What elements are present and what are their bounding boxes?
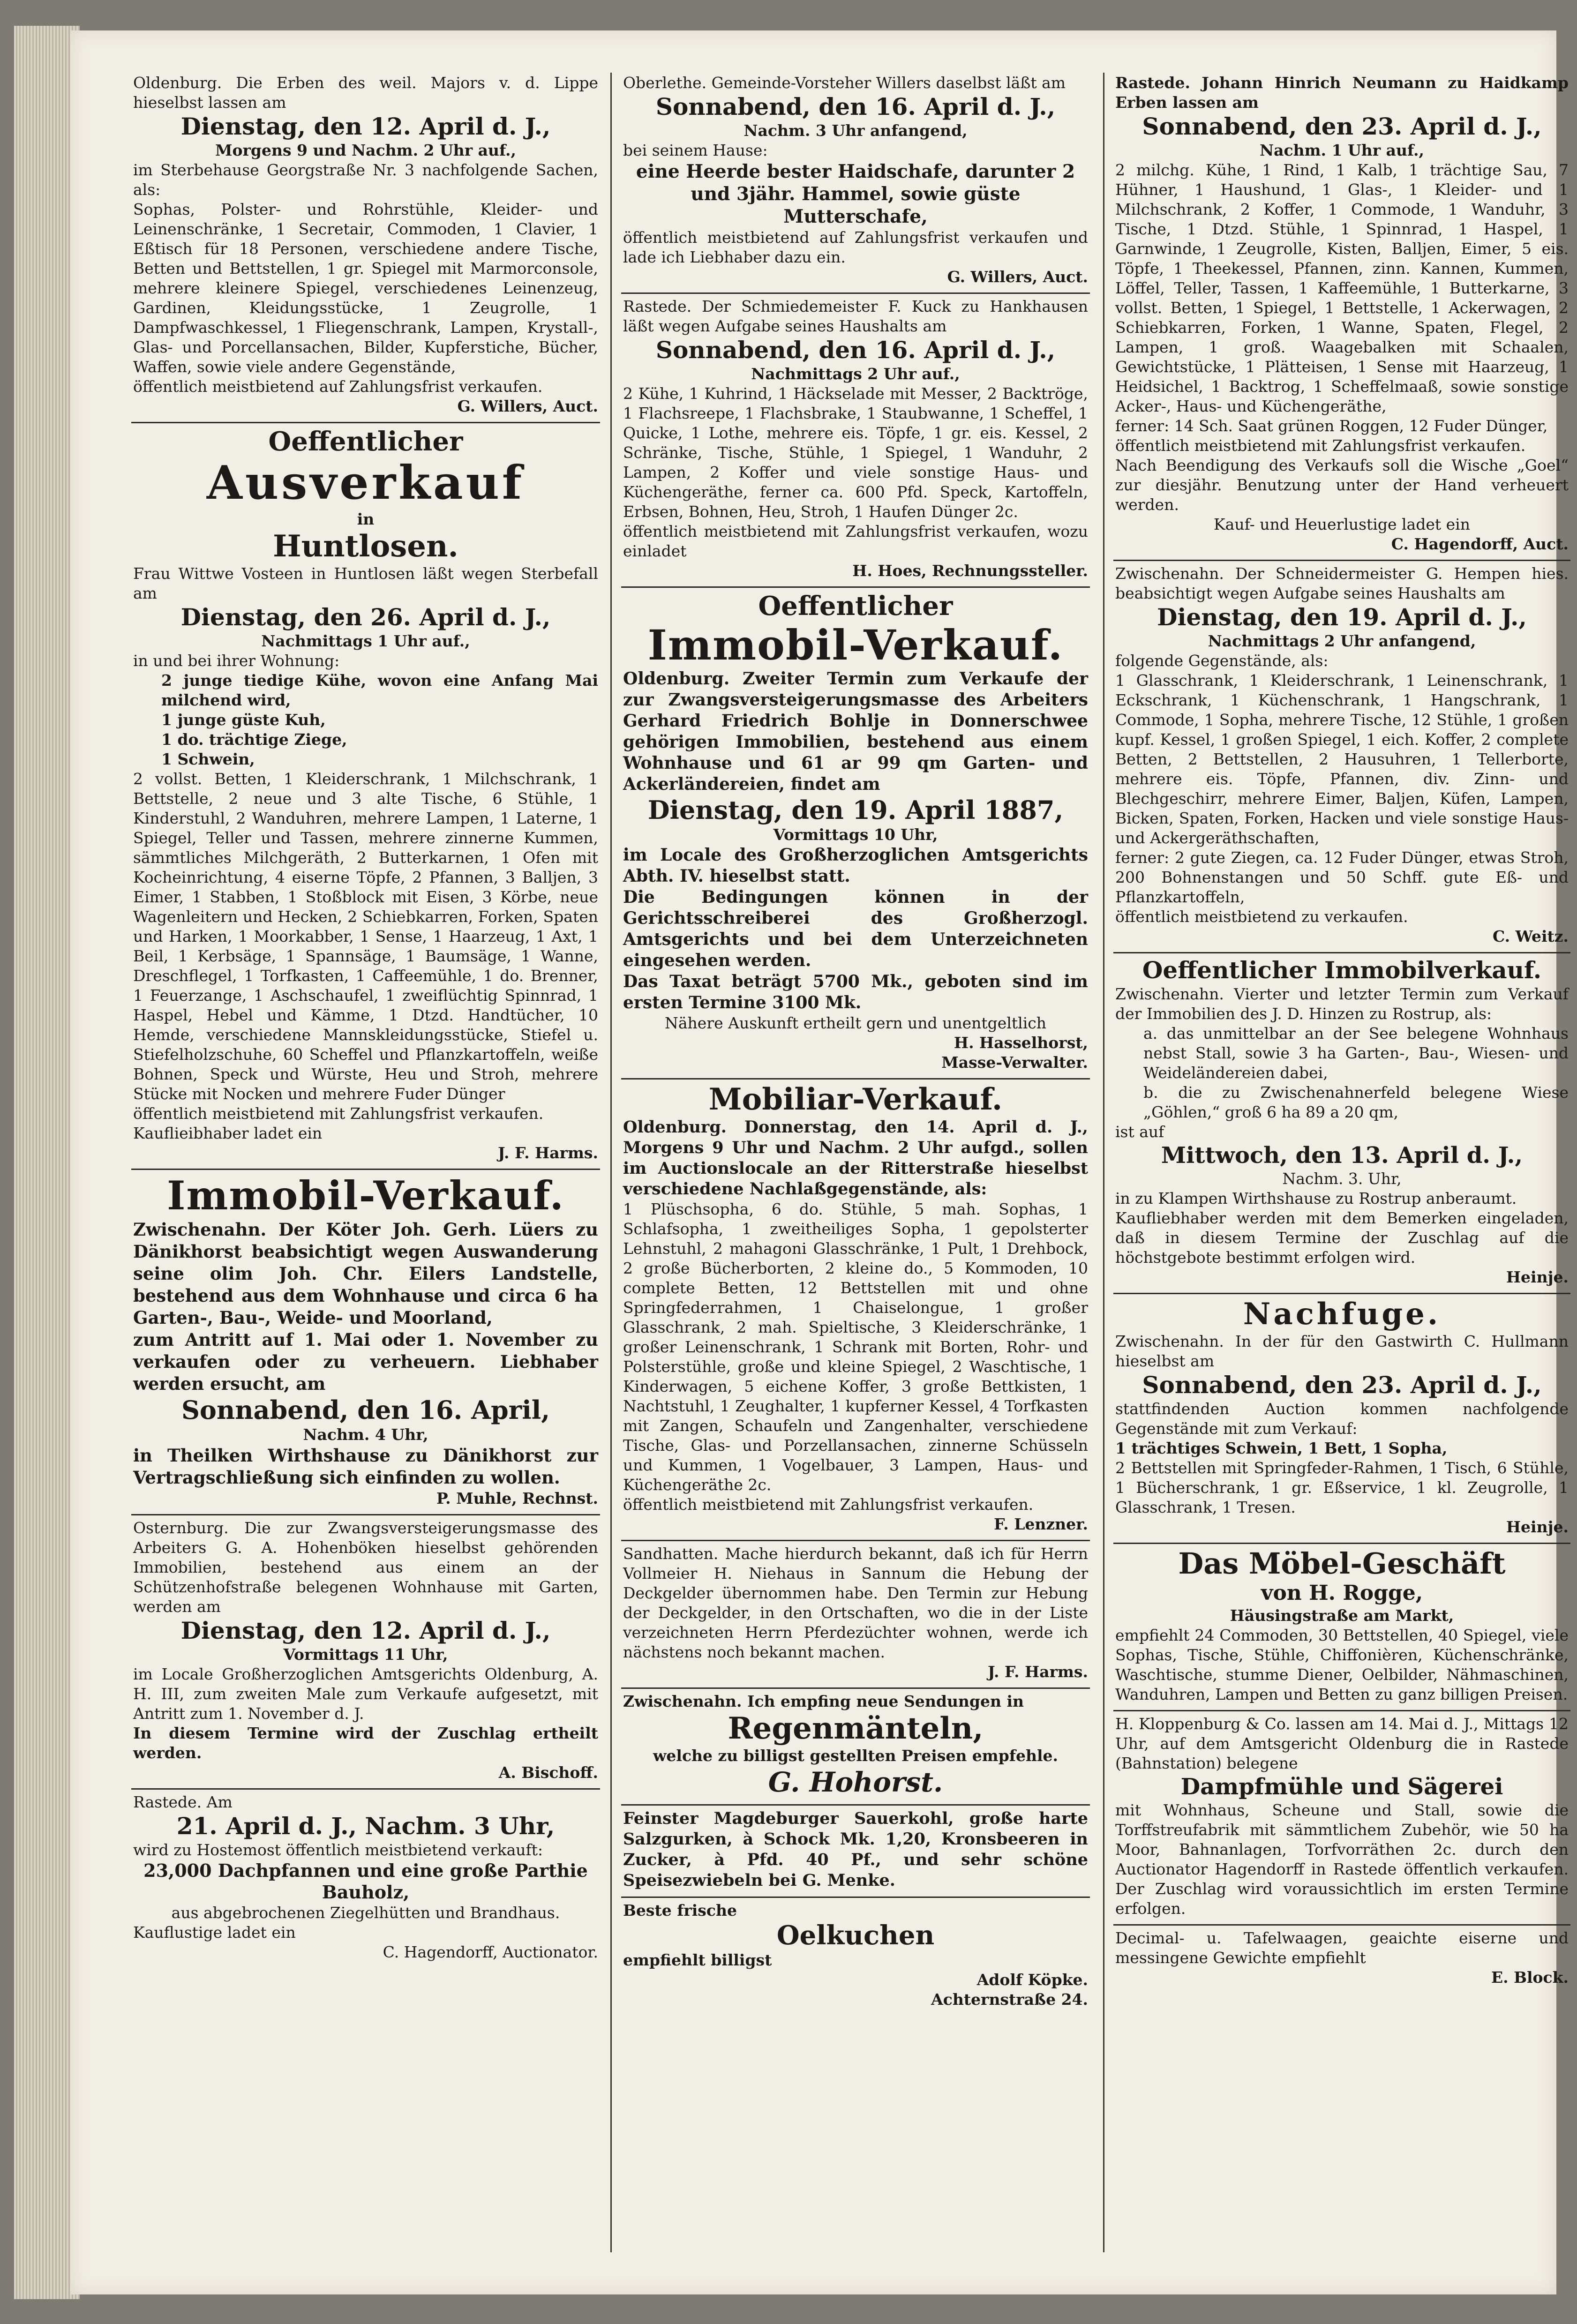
- ad-title: Oelkuchen: [776, 1920, 935, 1951]
- ad-text: Feinster Magdeburger Sauerkohl, große harte Salzgurken, à Schock Mk. 1,20, Kronsbeeren in Zucker, à Pfd. 40 Pf., und sehr schöne Speisezwiebeln bei G. Menke.: [623, 1809, 1088, 1890]
- ad-signature: H. Hoes, Rechnungssteller.: [852, 562, 1088, 580]
- ad-text: empfiehlt billigst: [623, 1951, 772, 1969]
- ad-oldenburg-lippe: [131, 70, 600, 423]
- ad-text: ferner: 14 Sch. Saat grünen Roggen, 12 Fuder Dünger,: [1115, 417, 1548, 435]
- ad-intro: Oberlethe. Gemeinde-Vorsteher Willers daselbst läßt am: [623, 74, 1066, 92]
- ad-title: Ausverkauf: [206, 456, 525, 510]
- ad-text: im Locale des Großherzoglichen Amtsgerichts Abth. IV. hieselbst statt.: [623, 845, 1088, 886]
- ad-date: Sonnabend, den 16. April,: [181, 1395, 550, 1425]
- ad-items: 1 Glasschrank, 1 Kleiderschrank, 1 Leinenschrank, 1 Eckschrank, 1 Küchenschrank, 1 Hangschrank, 1 Commode, 1 Sopha, mehrere Tische, 12 Stühle, 1 großen kupf. Kessel, 1 großen Spiegel, 1 eich. Koffer, 2 complete Betten, 2 Bettstellen, 2 Hausuhren, 1 Tellerborte, mehrere eis. Töpfe, Pfannen, div. Zinn- und Blechgeschirr, mehrere Eimer, Baljen, Küfen, Lampen, Bicken, Spaten, Forken, Hacken und viele sonstige Haus- und Ackergeräthschaften,: [1115, 671, 1569, 847]
- ad-text: in: [357, 510, 375, 528]
- ad-text: in Theilken Wirthshause zu Dänikhorst zur Vertragschließung sich einfinden zu wollen.: [133, 1445, 598, 1488]
- ad-dampfmuehle: [1113, 1711, 1570, 1926]
- column-right: [1113, 70, 1570, 2255]
- ad-sauerkohl: [621, 1806, 1090, 1898]
- ad-text: Nach Beendigung des Verkaufs soll die Wische „Goel“ zur diesjähr. Benutzung unter der Hand verheuert werden.: [1115, 456, 1569, 514]
- ad-immobil-zwischenahn: [131, 1170, 600, 1515]
- ad-signature: F. Lenzner.: [994, 1515, 1088, 1533]
- ad-intro: Zwischenahn. In der für den Gastwirth C. Hullmann hieselbst am: [1115, 1332, 1569, 1370]
- ad-text: In diesem Termine wird der Zuschlag ertheilt werden.: [133, 1724, 598, 1762]
- newspaper-page: [70, 30, 1569, 2294]
- ad-immobilverkauf-hinzen: [1113, 953, 1570, 1294]
- ad-date: Dienstag, den 12. April d. J.,: [180, 112, 551, 140]
- ad-owner: von H. Rogge,: [1261, 1581, 1423, 1605]
- ad-intro: H. Kloppenburg & Co. lassen am 14. Mai d. J., Mittags 12 Uhr, auf dem Amtsgericht Oldenburg die in Rastede (Bahnstation) belegene: [1115, 1715, 1569, 1772]
- ad-text: folgende Gegenstände, als:: [1115, 652, 1329, 670]
- ad-time: Nachmittags 2 Uhr anfangend,: [1208, 632, 1476, 650]
- ad-text: Das Taxat beträgt 5700 Mk., geboten sind im ersten Termine 3100 Mk.: [623, 972, 1088, 1012]
- ad-text: zum Antritt auf 1. Mai oder 1. November zu verkaufen oder zu verheuern. Liebhaber werden ersucht, am: [133, 1329, 598, 1394]
- ad-item: 1 trächtiges Schwein, 1 Bett, 1 Sopha,: [1115, 1439, 1448, 1457]
- ad-text: in und bei ihrer Wohnung:: [133, 652, 340, 670]
- ad-signature-role: Masse-Verwalter.: [941, 1053, 1088, 1072]
- ad-title: Nachfuge.: [1243, 1297, 1441, 1332]
- ad-heading: Oeffentlicher: [758, 591, 953, 622]
- ad-text: wird zu Hostemost öffentlich meistbietend verkauft:: [133, 1841, 543, 1859]
- ad-oelkuchen: [621, 1898, 1090, 2015]
- ad-terms: öffentlich meistbietend mit Zahlungsfrist verkaufen.: [1115, 436, 1526, 455]
- ad-address: Achternstraße 24.: [931, 1990, 1088, 2009]
- ad-text: stattfindenden Auction kommen nachfolgende Gegenstände mit zum Verkauf:: [1115, 1400, 1569, 1438]
- ad-terms: öffentlich meistbietend mit Zahlungsfrist verkaufen.: [623, 1495, 1034, 1514]
- ad-intro: Oldenburg. Donnerstag, den 14. April d. J., Morgens 9 Uhr und Nachm. 2 Uhr aufgd., sollen im Auctionslocale an der Ritterstraße hieselbst verschiedene Nachlaßgegenstände, als:: [623, 1117, 1088, 1199]
- ad-time: Nachm. 1 Uhr auf.,: [1260, 141, 1424, 159]
- ad-items: 1 Plüschsopha, 6 do. Stühle, 5 mah. Sophas, 1 Schlafsopha, 1 zweitheiliges Sopha, 1 gepolsterter Lehnstuhl, 2 mahagoni Glasschränke, 1 Pult, 1 Drehbock, 2 große Bücherborten, 2 kleine do., 5 Kommoden, 10 complete Betten, 12 Bettstellen mit und ohne Springfederrahmen, 1 Chaiselongue, 1 großer Glasschrank, 2 mah. Spieltische, 3 Kleiderschränke, 1 großer Leinenschrank, 1 Schrank mit Borten, Rohr- und Polsterstühle, große und kleine Spiegel, 2 Waschtische, 1 Kinderwagen, 5 eichene Koffer, 3 große Bettkisten, 1 Nachtstuhl, 1 Zeughalter, 1 kupferner Kessel, 4 Torfkasten mit Zangen, Schaufeln und Zangenhalter, verschiedene Tische, Glas- und Porzellansachen, zinnerne Schüsseln und Kummen, 1 Vogelbauer, 3 Lampen, Haus- und Küchengeräthe 2c.: [623, 1200, 1088, 1494]
- column-rule: [610, 73, 612, 2252]
- ad-waagen: [1113, 1926, 1570, 1993]
- ad-oberlethe: [621, 70, 1090, 294]
- ad-item: b. die zu Zwischenahnerfeld belegene Wiese „Göhlen,“ groß 6 ha 89 a 20 qm,: [1143, 1083, 1569, 1121]
- ad-intro: Rastede. Der Schmiedemeister F. Kuck zu Hankhausen läßt wegen Aufgabe seines Haushalts am: [623, 297, 1088, 335]
- book-gutter: [14, 26, 80, 2299]
- ad-text: Nähere Auskunft ertheilt gern und unentgeltlich: [665, 1014, 1046, 1032]
- ad-date: Sonnabend, den 23. April d. J.,: [1142, 1371, 1542, 1399]
- ad-items: 2 Kühe, 1 Kuhrind, 1 Häckselade mit Messer, 2 Backtröge, 1 Flachsreepe, 1 Flachsbrake, 1 Staubwanne, 1 Scheffel, 1 Quicke, 1 Lothe, mehrere eis. Töpfe, 1 gr. eis. Kessel, 2 Schränke, Tische, Stühle, 1 Spiegel, 1 Wanduhr, 2 Lampen, 2 Koffer und viele sonstige Haus- und Küchengeräthe, ferner ca. 600 Pfd. Speck, Kartoffeln, Erbsen, Bohnen, Heu, Stroh, 1 Haufen Dünger 2c.: [623, 384, 1088, 521]
- ad-intro: Zwischenahn. Vierter und letzter Termin zum Verkauf der Immobilien des J. D. Hinzen zu Rostrup, als:: [1115, 985, 1569, 1023]
- ad-date: Dienstag, den 19. April d. J.,: [1157, 603, 1527, 631]
- ad-intro: Frau Wittwe Vosteen in Huntlosen läßt wegen Sterbefall am: [133, 564, 598, 602]
- ad-items: 2 milchg. Kühe, 1 Rind, 1 Kalb, 1 trächtige Sau, 7 Hühner, 1 Haushund, 1 Glas-, 1 Kleider- und 1 Milchschrank, 2 Koffer, 1 Commode, 1 Wanduhr, 3 Tische, 1 Dtzd. Stühle, 1 Spinnrad, 1 Haspel, 1 Garnwinde, 1 Zeugrolle, Kisten, Balljen, Eimer, 5 eis. Töpfe, 1 Theekessel, Pfannen, zinn. Kannen, Kummen, Löffel, Teller, Tassen, 1 Kaffeemühle, 1 Butterkarne, 3 vollst. Betten, 1 Spiegel, 1 Bettstelle, 1 Ackerwagen, 2 Schiebkarren, Forken, 1 Wanne, Spaten, Flegel, 2 Lampen, 1 groß. Waagebalken mit Schaalen, Gewichtstücke, 1 Plätteisen, 1 Sense mit Haarzeug, 1 Heidsichel, 1 Backtrog, 1 Scheffelmaaß, sowie sonstige Acker-, Haus- und Küchengeräthe,: [1115, 161, 1569, 415]
- ad-text: ist auf: [1115, 1123, 1164, 1141]
- ad-date: Mittwoch, den 13. April d. J.,: [1161, 1142, 1523, 1169]
- ad-text: bei seinem Hause:: [623, 141, 768, 159]
- ad-terms: öffentlich meistbietend auf Zahlungsfrist verkaufen.: [133, 377, 543, 396]
- ad-time: Vormittags 11 Uhr,: [283, 1645, 448, 1664]
- ad-item: 1 Schwein,: [161, 750, 255, 768]
- ad-text: Kaufliebhaber werden mit dem Bemerken eingeladen, daß in diesem Termine der Zuschlag auf die höchstgebote bestimmt erfolgen wird.: [1115, 1209, 1569, 1267]
- ad-title: Immobil-Verkauf.: [647, 621, 1064, 669]
- column-left: [131, 70, 600, 2255]
- ad-invite: Kauf- und Heuerlustige ladet ein: [1214, 515, 1470, 533]
- ad-date: Dienstag, den 26. April d. J.,: [180, 603, 551, 631]
- ad-mobiliar-verkauf: [621, 1080, 1090, 1541]
- ad-text: empfiehlt 24 Commoden, 30 Bettstellen, 40 Spiegel, viele Sophas, Tische, Stühle, Chiffonièren, Küchenschränke, Waschtische, stumme Diener, Oelbilder, Nähmaschinen, Wanduhren, Lampen und Betten zu ganz billigen Preisen.: [1115, 1626, 1569, 1703]
- ad-item: 1 junge güste Kuh,: [161, 711, 326, 729]
- ad-text: Oldenburg. Zweiter Termin zum Verkaufe der zur Zwangsversteigerungsmasse des Arbeiters Gerhard Friedrich Bohlje in Donnerschwee gehörigen Immobilien, bestehend aus einem Wohnhause und 61 ar 99 qm Garten- und Ackerländereien, findet am: [623, 669, 1088, 794]
- ad-zwischenahn-hempen: [1113, 561, 1570, 953]
- ad-rastede-hostemost: [131, 1790, 600, 1968]
- ad-title: Regenmänteln,: [728, 1711, 984, 1746]
- ad-address: Häusingstraße am Markt,: [1230, 1606, 1454, 1625]
- ad-invite: Kauflustige ladet ein: [133, 1923, 296, 1942]
- ad-moebel-geschaeft: [1113, 1544, 1570, 1711]
- ad-text: in zu Klampen Wirthshause zu Rostrup anberaumt.: [1115, 1189, 1517, 1207]
- ad-signature: C. Weitz.: [1492, 927, 1569, 945]
- ad-time: Nachmittags 1 Uhr auf.,: [261, 632, 470, 650]
- ad-rastede-kuck: [621, 294, 1090, 588]
- ad-time: Nachm. 3 Uhr anfangend,: [743, 121, 968, 140]
- ad-text: im Sterbehause Georgstraße Nr. 3 nachfolgende Sachen, als:: [133, 161, 598, 199]
- ad-date: Sonnabend, den 23. April d. J.,: [1142, 112, 1542, 140]
- ad-ausverkauf-huntlosen: [131, 423, 600, 1170]
- ad-time: Nachm. 3. Uhr,: [1282, 1169, 1402, 1188]
- ad-title: Das Möbel-Geschäft: [1178, 1546, 1506, 1581]
- ad-signature: G. Willers, Auct.: [457, 397, 598, 415]
- ad-title: Immobil-Verkauf.: [167, 1172, 564, 1219]
- column-rule: [1103, 73, 1104, 2252]
- ad-signature: J. F. Harms.: [497, 1144, 598, 1162]
- ad-text: welche zu billigst gestellten Preisen empfehle.: [653, 1747, 1058, 1765]
- ad-item: 2 junge tiedige Kühe, wovon eine Anfang Mai milchend wird,: [161, 671, 598, 709]
- ad-text: im Locale Großherzoglichen Amtsgerichts Oldenburg, A. H. III, zum zweiten Male zum Verkaufe aufgesetzt, mit Antritt zum 1. November d. J.: [133, 1665, 598, 1723]
- ad-time: Vormittags 10 Uhr,: [773, 825, 938, 844]
- ad-signature: H. Hasselhorst,: [954, 1034, 1088, 1052]
- ad-items: 2 vollst. Betten, 1 Kleiderschrank, 1 Milchschrank, 1 Bettstelle, 2 neue und 3 alte Tische, 6 Stühle, 1 Kinderstuhl, 2 Wanduhren, mehrere Lampen, 1 Laterne, 1 Spiegel, Teller und Tassen, mehrere zinnerne Kummen, sämmtliches Milchgeräth, 2 Butterkarnen, 1 Ofen mit Kocheinrichtung, 4 eiserne Töpfe, 2 Pfannen, 3 Balljen, 3 Eimer, 1 Stabben, 1 Stoßblock mit Eisen, 3 Körbe, neue Wagenleitern und Hecken, 2 Schiebkarren, Forken, Spaten und Harken, 1 Moorkabber, 1 Sense, 1 Haarzeug, 1 Axt, 1 Beil, 1 Kerbsäge, 1 Spannsäge, 1 Baumsäge, 1 Wanne, Dreschflegel, 1 Torfkasten, 1 Caffeemühle, 1 do. Brenner, 1 Feuerzange, 1 Aschschaufel, 1 zweiflüchtig Spinnrad, 1 Haspel, Hebel und Kämme, 1 Dtzd. Handtücher, 10 Hemde, verschiedene Mannskleidungsstücke, Stiefel u. Stiefelholzschuhe, 60 Scheffel und Pflanzkartoffeln, weiße Bohnen, Speck und Würste, Heu und Stroh, mehrere Stücke mit Nocken und mehrere Fuder Dünger: [133, 770, 598, 1103]
- ad-title: Mobiliar-Verkauf.: [708, 1082, 1003, 1117]
- ad-terms: öffentlich meistbietend mit Zahlungsfrist verkaufen.: [133, 1104, 544, 1123]
- ad-date: 21. April d. J., Nachm. 3 Uhr,: [176, 1812, 555, 1840]
- ad-date: Sonnabend, den 16. April d. J.,: [655, 336, 1056, 364]
- ad-intro: Zwischenahn. Der Schneidermeister G. Hempen hies. beabsichtigt wegen Aufgabe seines Haushalts am: [1115, 564, 1569, 602]
- ad-text: aus abgebrochenen Ziegelhütten und Brandhaus.: [171, 1904, 560, 1922]
- ad-text: Sandhatten. Mache hierdurch bekannt, daß ich für Herrn Vollmeier H. Niehaus in Sannum die Hebung der Deckgelder übernommen habe. Den Termin zur Hebung der Deckgelder, in den Ortschaften, wo die in der Liste verzeichneten Herrn Pferdezüchter wohnen, werde ich nächstens noch bekannt machen.: [623, 1544, 1088, 1661]
- ad-signature: G. Willers, Auct.: [947, 268, 1088, 286]
- ad-item: a. das unmittelbar an der See belegene Wohnhaus nebst Stall, sowie 3 ha Garten-, Bau-, Wiesen- und Weideländereien dabei,: [1143, 1024, 1569, 1082]
- ad-intro: Oldenburg. Die Erben des weil. Majors v. d. Lippe hieselbst lassen am: [133, 74, 598, 112]
- ad-text: ferner: 2 gute Ziegen, ca. 12 Fuder Dünger, etwas Stroh, 200 Bohnenstangen und 50 Schff. gute Eß- und Pflanzkartoffeln,: [1115, 848, 1569, 906]
- ad-date: Sonnabend, den 16. April d. J.,: [655, 93, 1056, 120]
- ad-signature: G. Hohorst.: [768, 1766, 943, 1798]
- ad-title: Oeffentlicher Immobilverkauf.: [1142, 956, 1542, 984]
- ad-items: Sophas, Polster- und Rohrstühle, Kleider- und Leinenschränke, 1 Secretair, Commoden, 1 Clavier, 1 Eßtisch für 18 Personen, verschiedene andere Tische, Betten und Bettstellen, 1 gr. Spiegel mit Marmorconsole, mehrere kleinere Spiegel, verschiedenes Leinenzeug, Gardinen, Kleidungsstücke, 1 Zeugrolle, 1 Dampfwaschkessel, 1 Fliegenschrank, Lampen, Krystall-, Glas- und Porcellansachen, Bilder, Kupferstiche, Bücher, Waffen, sowie viele andere Gegenstände,: [133, 200, 598, 376]
- ad-terms: öffentlich meistbietend auf Zahlungsfrist verkaufen und lade ich Liebhaber dazu ein.: [623, 228, 1088, 266]
- ad-terms: öffentlich meistbietend zu verkaufen.: [1115, 907, 1408, 926]
- ad-title: Dampfmühle und Sägerei: [1180, 1774, 1503, 1800]
- ad-signature: J. F. Harms.: [987, 1663, 1088, 1681]
- ad-signature: Heinje.: [1506, 1518, 1569, 1536]
- ad-signature: P. Muhle, Rechnst.: [436, 1489, 598, 1507]
- ad-text: Beste frische: [623, 1901, 737, 1919]
- ad-items: 23,000 Dachpfannen und eine große Parthie Bauholz,: [143, 1860, 588, 1903]
- ad-text: Zwischenahn. Der Köter Joh. Gerh. Lüers zu Dänikhorst beabsichtigt wegen Auswanderung seine olim Joh. Chr. Eilers Landstelle, bestehend aus dem Wohnhause und circa 6 ha Garten-, Bau-, Weide- und Moorland,: [133, 1219, 598, 1328]
- ad-intro: Rastede. Johann Hinrich Neumann zu Haidkamp Erben lassen am: [1115, 74, 1569, 112]
- ad-items: 2 Bettstellen mit Springfeder-Rahmen, 1 Tisch, 6 Stühle, 1 Bücherschrank, 1 gr. Eßservice, 1 kl. Zeugrolle, 1 Glasschrank, 1 Tresen.: [1115, 1459, 1569, 1516]
- ad-immobil-oldenburg: [621, 588, 1090, 1080]
- column-middle: [621, 70, 1090, 2255]
- ad-item: 1 do. trächtige Ziege,: [161, 730, 347, 749]
- ad-signature: C. Hagendorff, Auctionator.: [383, 1943, 598, 1961]
- ad-signature: E. Block.: [1491, 1968, 1569, 1987]
- ad-signature: Adolf Köpke.: [976, 1971, 1088, 1989]
- ad-signature: Heinje.: [1506, 1268, 1569, 1286]
- ad-time: Morgens 9 und Nachm. 2 Uhr auf.,: [215, 141, 517, 159]
- ad-nachfuge: [1113, 1294, 1570, 1544]
- ad-intro: Rastede. Am: [133, 1793, 233, 1811]
- ad-invite: Kauflieibhaber ladet ein: [133, 1124, 323, 1142]
- ad-place: Huntlosen.: [273, 529, 458, 564]
- ad-time: Nachm. 4 Uhr,: [303, 1425, 428, 1444]
- ad-items: eine Heerde bester Haidschafe, darunter 2 und 3jähr. Hammel, sowie güste Mutterschafe,: [636, 161, 1075, 227]
- ad-date: Dienstag, den 12. April d. J.,: [180, 1617, 551, 1644]
- ad-text: Die Bedingungen können in der Gerichtsschreiberei des Großherzogl. Amtsgerichts und bei dem Unterzeichneten eingesehen werden.: [623, 887, 1088, 970]
- ad-text: mit Wohnhaus, Scheune und Stall, sowie die Torffstreufabrik mit sämmtlichem Zubehör, wie 50 ha Moor, Bahnanlagen, Torfvorräthen 2c. durch den Auctionator Hagendorff in Rastede öffentlich verkaufen. Der Zuschlag wird voraussichtlich im ersten Termine erfolgen.: [1115, 1801, 1569, 1918]
- ad-rastede-neumann: [1113, 70, 1570, 561]
- ad-date: Dienstag, den 19. April 1887,: [647, 795, 1064, 825]
- ad-signature: A. Bischoff.: [498, 1763, 598, 1782]
- ad-signature: C. Hagendorff, Auct.: [1391, 535, 1569, 553]
- ad-intro: Osternburg. Die zur Zwangsversteigerungsmasse des Arbeiters G. A. Hohenböken hieselbst gehörenden Immobilien, bestehend aus einem an der Schützenhofstraße belegenen Wohnhause mit Garten, werden am: [133, 1519, 598, 1616]
- ad-text: Decimal- u. Tafelwaagen, geaichte eiserne und messingene Gewichte empfiehlt: [1115, 1929, 1569, 1967]
- ad-time: Nachmittags 2 Uhr auf.,: [751, 365, 960, 383]
- ad-heading: Oeffentlicher: [268, 426, 463, 457]
- ad-sandhatten: [621, 1541, 1090, 1689]
- ad-regenmaentel: [621, 1689, 1090, 1806]
- ad-osternburg: [131, 1515, 600, 1790]
- ad-terms: öffentlich meistbietend mit Zahlungsfrist verkaufen, wozu einladet: [623, 522, 1088, 560]
- ad-intro: Zwischenahn. Ich empfing neue Sendungen in: [623, 1692, 1024, 1710]
